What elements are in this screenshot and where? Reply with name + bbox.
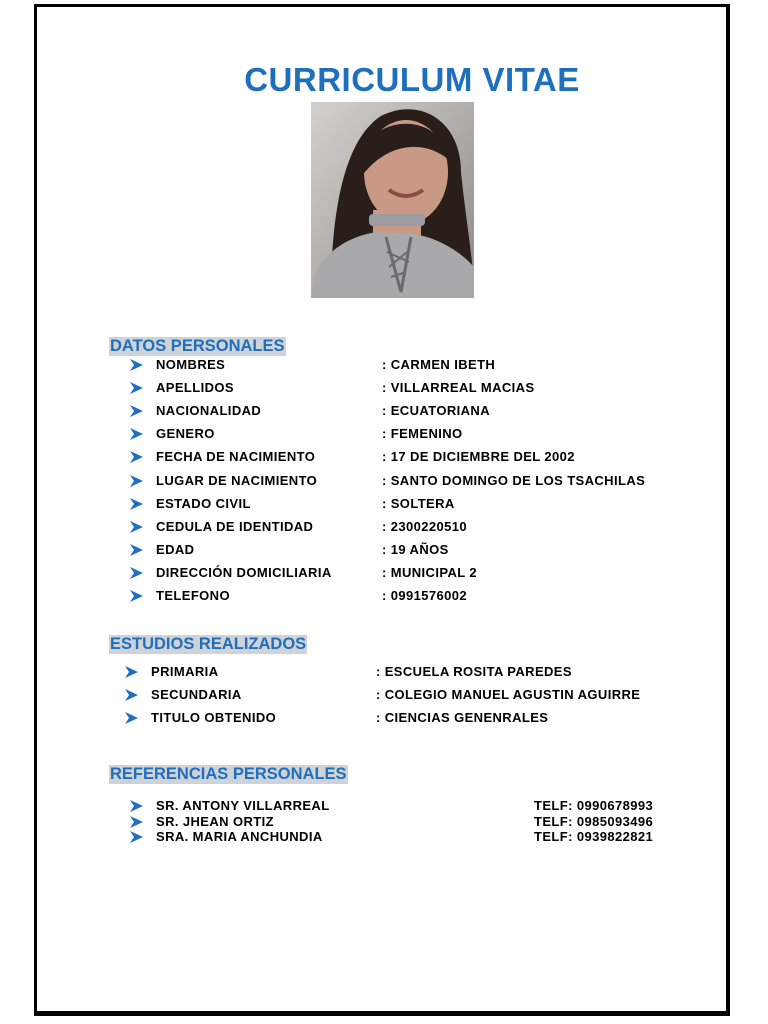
field-value: : MUNICIPAL 2 (382, 564, 478, 580)
reference-phone: TELF: 0939822821 (534, 829, 654, 844)
field-label: NOMBRES (156, 357, 226, 372)
study-level: TITULO OBTENIDO (151, 710, 277, 725)
field-value: : CARMEN IBETH (382, 357, 496, 372)
arrow-bullet-icon (130, 831, 143, 843)
reference-name: SR. JHEAN ORTIZ (156, 813, 274, 829)
field-label: GENERO (156, 426, 215, 442)
reference-name: SR. ANTONY VILLARREAL (156, 798, 330, 813)
section-heading-studies: ESTUDIOS REALIZADOS (110, 635, 307, 653)
field-label: FECHA DE NACIMIENTO (156, 449, 316, 465)
reference-phone: TELF: 0985093496 (534, 813, 654, 829)
arrow-bullet-icon (130, 590, 143, 602)
study-institution: : CIENCIAS GENENRALES (376, 710, 549, 725)
arrow-bullet-icon (130, 475, 143, 487)
arrow-bullet-icon (130, 521, 143, 533)
field-label: NACIONALIDAD (156, 403, 262, 419)
field-label: ESTADO CIVIL (156, 495, 251, 511)
arrow-bullet-icon (130, 498, 143, 510)
arrow-bullet-icon (125, 666, 138, 678)
arrow-bullet-icon (130, 567, 143, 579)
arrow-bullet-icon (130, 428, 143, 440)
field-value: : FEMENINO (382, 426, 463, 442)
arrow-bullet-icon (130, 382, 143, 394)
field-value: : 19 AÑOS (382, 541, 449, 557)
section-heading-personal: DATOS PERSONALES (110, 337, 285, 355)
arrow-bullet-icon (130, 359, 143, 371)
field-value: : 0991576002 (382, 588, 468, 603)
field-value: : 2300220510 (382, 518, 468, 534)
section-heading-references: REFERENCIAS PERSONALES (110, 765, 347, 783)
field-value: : SANTO DOMINGO DE LOS TSACHILAS (382, 472, 646, 488)
field-label: LUGAR DE NACIMIENTO (156, 472, 318, 488)
arrow-bullet-icon (130, 405, 143, 417)
reference-phone: TELF: 0990678993 (534, 798, 654, 813)
field-value: : 17 DE DICIEMBRE DEL 2002 (382, 449, 575, 465)
arrow-bullet-icon (130, 816, 143, 828)
field-label: CEDULA DE IDENTIDAD (156, 518, 314, 534)
profile-photo-illustration (311, 102, 474, 298)
reference-name: SRA. MARIA ANCHUNDIA (156, 829, 323, 844)
profile-photo (311, 102, 474, 298)
arrow-bullet-icon (130, 451, 143, 463)
study-institution: : COLEGIO MANUEL AGUSTIN AGUIRRE (376, 687, 641, 702)
field-value: : VILLARREAL MACIAS (382, 380, 535, 396)
field-value: : SOLTERA (382, 495, 455, 511)
study-level: PRIMARIA (151, 664, 219, 679)
arrow-bullet-icon (130, 800, 143, 812)
field-value: : ECUATORIANA (382, 403, 490, 419)
study-institution: : ESCUELA ROSITA PAREDES (376, 664, 572, 679)
arrow-bullet-icon (125, 689, 138, 701)
field-label: DIRECCIÓN DOMICILIARIA (156, 564, 332, 580)
page-title: CURRICULUM VITAE (244, 61, 580, 98)
arrow-bullet-icon (130, 544, 143, 556)
study-level: SECUNDARIA (151, 687, 242, 702)
field-label: APELLIDOS (156, 380, 234, 396)
arrow-bullet-icon (125, 712, 138, 724)
field-label: EDAD (156, 541, 195, 557)
field-label: TELEFONO (156, 588, 230, 603)
